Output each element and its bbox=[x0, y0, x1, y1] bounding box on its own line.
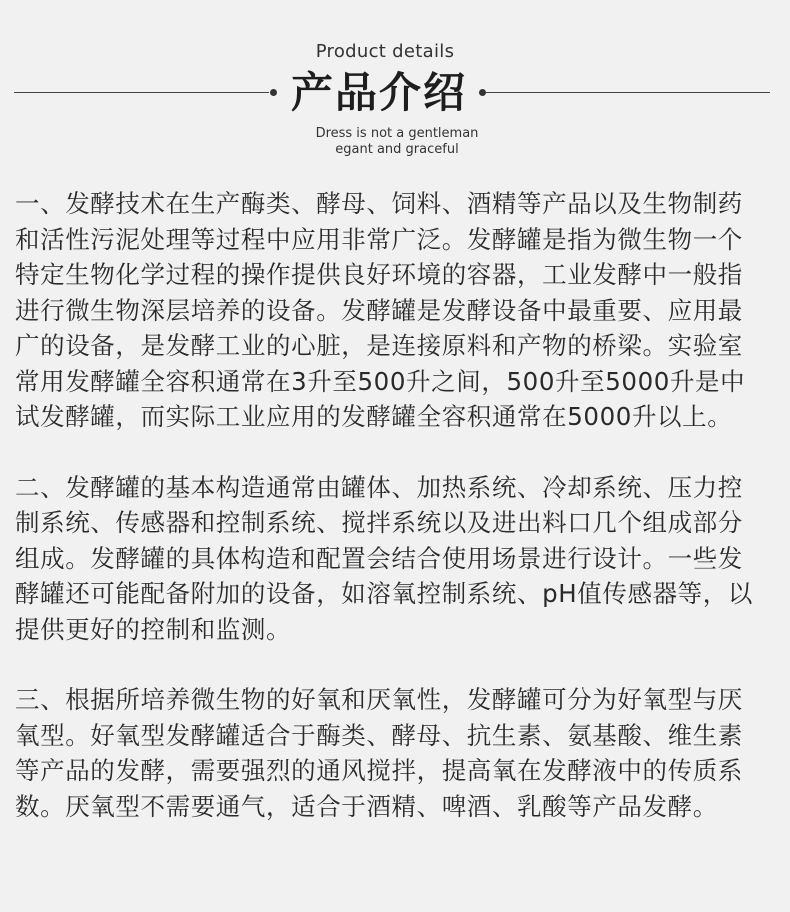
content-body bbox=[15, 186, 755, 824]
divider-line-left bbox=[14, 92, 269, 93]
paragraph-2: 二、发酵罐的基本构造通常由罐体、加热系统、冷却系统、压力控制系统、传感器和控制系统、搅拌系统以及进出料口几个组成部分组成。发酵罐的具体构造和配置会结合使用场景进行设计。一些发酵罐还可能配备附加的设备，如溶氧控制系统、pH值传感器等，以提供更好的控制和监测。 bbox=[15, 472, 753, 644]
divider-line-right bbox=[485, 92, 770, 93]
page-title: 产品介绍 bbox=[290, 68, 467, 117]
paragraph-1: 一、发酵技术在生产酶类、酵母、饲料、酒精等产品以及生物制药和活性污泥处理等过程中应用非常广泛。发酵罐是指为微生物一个特定生物化学过程的操作提供良好环境的容器，工业发酵中一般指进行微生物深层培养的设备。发酵罐是发酵设备中最重要、应用最广的设备，是发酵工业的心脏，是连接原料和产物的桥梁。实验室常用发酵罐全容积通常在3升至500升之间，500升至5000升是中试发酵罐，而实际工业应用的发酵罐全容积通常在5000升以上。 bbox=[15, 189, 746, 431]
tagline-line-2: egant and graceful bbox=[335, 142, 459, 157]
subtitle-english: Product details bbox=[315, 41, 455, 62]
tagline-line-1: Dress is not a gentleman bbox=[315, 126, 479, 141]
section-header bbox=[0, 0, 790, 170]
paragraph-3: 三、根据所培养微生物的好氧和厌氧性，发酵罐可分为好氧型与厌氧型。好氧型发酵罐适合于酶类、酵母、抗生素、氨基酸、维生素等产品的发酵，需要强烈的通风搅拌，提高氧在发酵液中的传质系数。厌氧型不需要通气，适合于酒精、啤酒、乳酸等产品发酵。 bbox=[15, 685, 743, 821]
title-row bbox=[14, 66, 770, 120]
divider-dot-left bbox=[270, 89, 277, 96]
